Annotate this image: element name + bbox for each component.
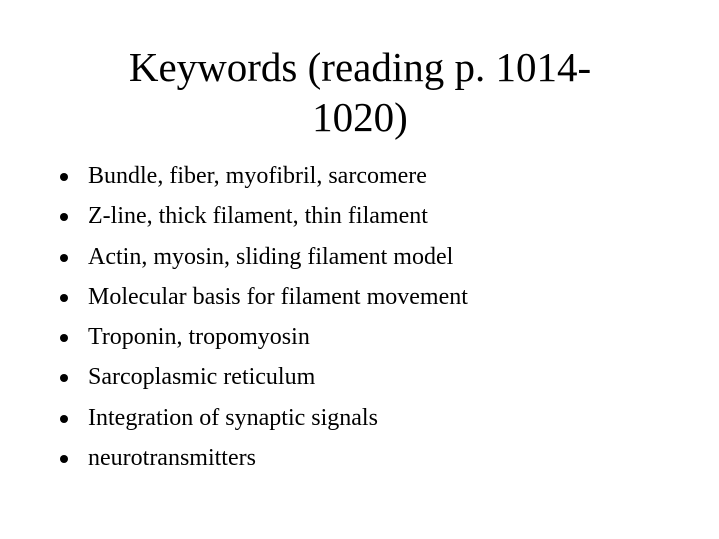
bullet-icon — [60, 455, 68, 463]
bullet-text: Actin, myosin, sliding filament model — [88, 243, 454, 270]
bullet-text: Integration of synaptic signals — [88, 404, 378, 431]
bullet-icon — [60, 254, 68, 262]
bullet-text: Z-line, thick filament, thin filament — [88, 203, 428, 230]
bullet-icon — [60, 415, 68, 423]
list-item — [60, 398, 468, 438]
list-item — [60, 357, 468, 397]
bullet-list — [60, 156, 468, 478]
bullet-text: Molecular basis for filament movement — [88, 283, 468, 310]
list-item — [60, 156, 468, 196]
bullet-icon — [60, 294, 68, 302]
bullet-icon — [60, 374, 68, 382]
list-item — [60, 237, 468, 277]
list-item — [60, 438, 468, 478]
bullet-icon — [60, 213, 68, 221]
bullet-icon — [60, 173, 68, 181]
bullet-text: Sarcoplasmic reticulum — [88, 364, 316, 391]
bullet-icon — [60, 334, 68, 342]
list-item — [60, 196, 468, 236]
list-item — [60, 317, 468, 357]
bullet-text: Troponin, tropomyosin — [88, 324, 310, 351]
list-item — [60, 277, 468, 317]
slide-title: Keywords (reading p. 1014-1020) — [128, 44, 592, 140]
bullet-text: neurotransmitters — [88, 445, 256, 472]
bullet-text: Bundle, fiber, myofibril, sarcomere — [88, 163, 427, 189]
